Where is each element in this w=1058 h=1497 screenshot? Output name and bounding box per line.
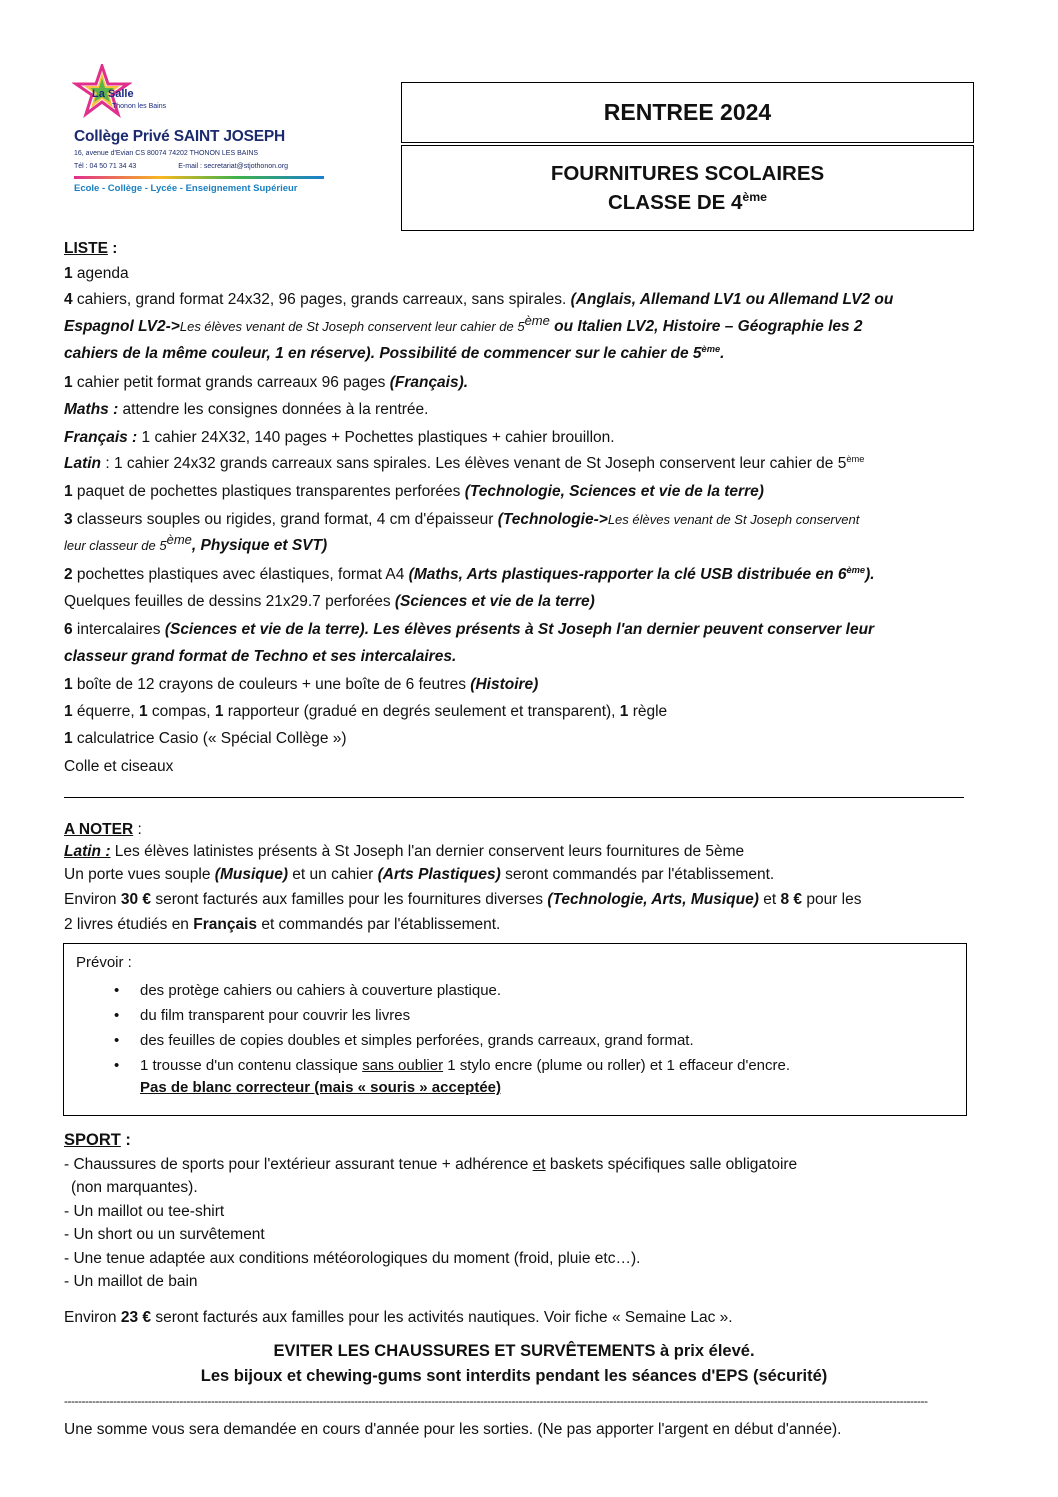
list-item: 1 boîte de 12 crayons de couleurs + une boîte de 6 feutres (Histoire): [64, 676, 539, 693]
list-item: Maths : attendre les consignes données à la rentrée.: [64, 401, 429, 418]
list-item: Français : 1 cahier 24X32, 140 pages + Pochettes plastiques + cahier brouillon.: [64, 429, 615, 446]
logo-brand-sub: Thonon les Bains: [112, 103, 167, 110]
list-item-cont: cahiers de la même couleur, 1 en réserve). Possibilité de commencer sur le cahier de 5ème.: [64, 343, 725, 362]
note-line: Environ 30 € seront facturés aux familles pour les fournitures diverses (Technologie, Arts, Musique) et 8 € pour les: [64, 891, 862, 908]
note-line: Un porte vues souple (Musique) et un cahier (Arts Plastiques) seront commandés par l'établissement.: [64, 866, 775, 883]
logo-tel: Tél : 04 50 71 34 43: [74, 163, 137, 170]
logo-address: 16, avenue d'Evian CS 80074 74202 THONON LES BAINS: [74, 150, 259, 157]
list-item: • des feuilles de copies doubles et simples perforées, grands carreaux, grand format.: [114, 1028, 790, 1053]
sport-item: - Un maillot ou tee-shirt: [64, 1203, 225, 1220]
list-item: 1 équerre, 1 compas, 1 rapporteur (gradué en degrés seulement et transparent), 1 règle: [64, 703, 668, 720]
list-item-cont: leur classeur de 5ème, Physique et SVT): [64, 531, 328, 554]
sport-item: - Chaussures de sports pour l'extérieur assurant tenue + adhérence et baskets spécifiques salle obligatoire: [64, 1156, 798, 1173]
list-item: Colle et ciseaux: [64, 758, 174, 775]
school-logo: [62, 62, 334, 212]
list-item: Latin : 1 cahier 24x32 grands carreaux sans spirales. Les élèves venant de St Joseph conservent leur cahier de 5ème: [64, 453, 865, 472]
subtitle-line2: CLASSE DE 4ème: [607, 190, 768, 214]
prevoir-list: [114, 978, 790, 1078]
list-item: • 1 trousse d'un contenu classique sans oublier 1 stylo encre (plume ou roller) et 1 effaceur d'encre.: [114, 1053, 790, 1078]
logo-brand: La Salle: [92, 88, 134, 100]
note-line: 2 livres étudiés en Français et commandés par l'établissement.: [64, 916, 501, 933]
list-item: • du film transparent pour couvrir les livres: [114, 1003, 790, 1028]
prevoir-label: Prévoir :: [76, 954, 132, 971]
list-item: 2 pochettes plastiques avec élastiques, format A4 (Maths, Arts plastiques-rapporter la clé USB distribuée en 6ème).: [64, 564, 875, 583]
page-subtitle: [401, 145, 974, 231]
note-line: Latin : Les élèves latinistes présents à St Joseph l'an dernier conservent leurs fournitures de 5ème: [64, 843, 745, 860]
logo-school-name: Collège Privé SAINT JOSEPH: [74, 128, 286, 145]
sport-warning-2: Les bijoux et chewing-gums sont interdits pendant les séances d'EPS (sécurité): [200, 1367, 828, 1385]
list-item: 1 calculatrice Casio (« Spécial Collège »): [64, 730, 347, 747]
a-noter-heading: A NOTER :: [64, 821, 142, 838]
subtitle-line1: FOURNITURES SCOLAIRES: [550, 162, 825, 185]
footer-note: Une somme vous sera demandée en cours d'année pour les sorties. (Ne pas apporter l'argent en début d'année).: [64, 1421, 842, 1438]
list-item: • des protège cahiers ou cahiers à couverture plastique.: [114, 978, 790, 1003]
logo-tagline: Ecole - Collège - Lycée - Enseignement Supérieur: [74, 183, 298, 194]
list-item: 1 cahier petit format grands carreaux 96 pages (Français).: [64, 374, 469, 391]
sport-item-cont: (non marquantes).: [71, 1179, 198, 1196]
list-item: 6 intercalaires (Sciences et vie de la terre). Les élèves présents à St Joseph l'an dernier peuvent conserver leur: [64, 621, 875, 638]
logo-email: E-mail : secretariat@stjothonon.org: [178, 163, 289, 170]
list-item: 4 cahiers, grand format 24x32, 96 pages, grands carreaux, sans spirales. (Anglais, Allemand LV1 ou Allemand LV2 ou: [64, 291, 894, 308]
page-title: RENTREE 2024: [401, 82, 974, 143]
list-item: Quelques feuilles de dessins 21x29.7 perforées (Sciences et vie de la terre): [64, 593, 595, 610]
dashed-divider: -------------------------------------------------------------------------------------------------------------------------------------------------------------------------------------------------------------------------------------------------------: [64, 1396, 928, 1406]
sport-warning-1: EVITER LES CHAUSSURES ET SURVÊTEMENTS à prix élevé.: [273, 1342, 755, 1360]
prevoir-note: Pas de blanc correcteur (mais « souris » acceptée): [140, 1079, 502, 1096]
list-item-cont: classeur grand format de Techno et ses intercalaires.: [64, 648, 457, 665]
liste-heading: LISTE :: [64, 240, 118, 257]
list-item: 1 agenda: [64, 265, 129, 282]
prevoir-box: [63, 943, 967, 1116]
sport-item: - Un short ou un survêtement: [64, 1226, 265, 1243]
list-item: 1 paquet de pochettes plastiques transparentes perforées (Technologie, Sciences et vie de la terre): [64, 483, 764, 500]
sport-cost: Environ 23 € seront facturés aux familles pour les activités nautiques. Voir fiche « Semaine Lac ».: [64, 1309, 733, 1326]
divider: [64, 797, 964, 798]
logo-contact: [74, 163, 288, 170]
logo-color-bar: [74, 176, 324, 179]
sport-item: - Un maillot de bain: [64, 1273, 198, 1290]
list-item: 3 classeurs souples ou rigides, grand format, 4 cm d'épaisseur (Technologie->Les élèves venant de St Joseph conservent: [64, 511, 860, 528]
sport-heading: SPORT :: [64, 1131, 131, 1149]
list-item-cont: Espagnol LV2->Les élèves venant de St Joseph conservent leur cahier de 5ème ou Italien LV2, Histoire – Géographie les 2: [64, 312, 863, 335]
sport-item: - Une tenue adaptée aux conditions météorologiques du moment (froid, pluie etc…).: [64, 1250, 641, 1267]
